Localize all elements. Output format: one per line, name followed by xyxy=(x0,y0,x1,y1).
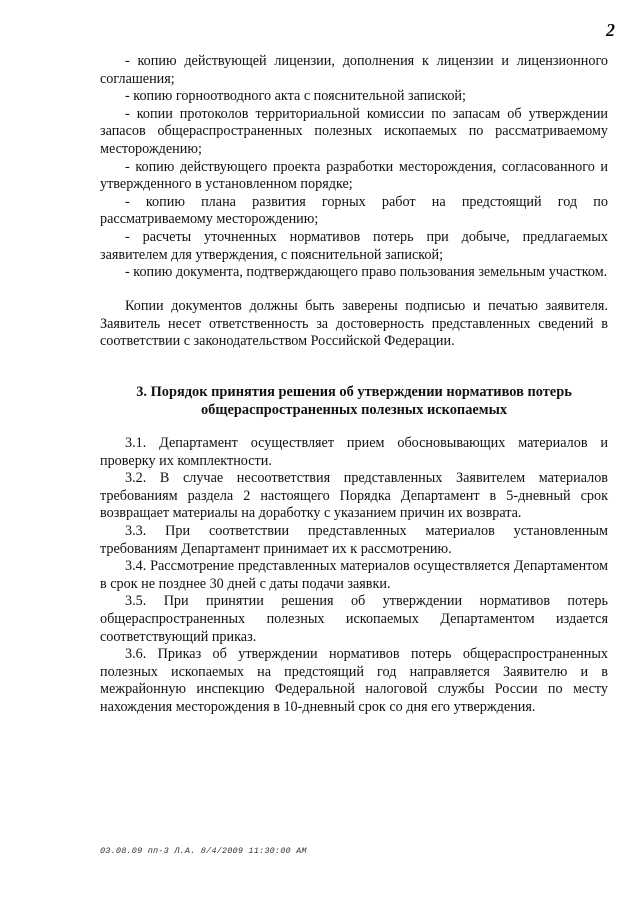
section-paragraph: 3.5. При принятии решения об утверждении нормативов потерь общераспространенных полезных ископаемых Департаментом издается соответствующий приказ. xyxy=(100,593,608,645)
section-paragraph: 3.4. Рассмотрение представленных материалов осуществляется Департаментом в срок не позднее 30 дней с даты подачи заявки. xyxy=(100,558,608,592)
list-item: - копию горноотводного акта с пояснительной запиской; xyxy=(125,88,466,105)
document-footer: 03.08.09 пп-3 Л.А. 8/4/2009 11:30:00 AM xyxy=(100,846,307,856)
section-heading-line: 3. Порядок принятия решения об утверждении нормативов потерь xyxy=(136,384,572,400)
section-heading xyxy=(100,384,608,419)
list-item: - копию документа, подтверждающего право пользования земельным участком. xyxy=(125,264,608,281)
section-paragraph: 3.2. В случае несоответствия представленных Заявителем материалов требованиям раздела 2 настоящего Порядка Департамент в 5-дневный срок возвращает материалы на доработку с указанием причин их возврата. xyxy=(100,470,608,522)
page-number: 2 xyxy=(606,20,615,40)
document-list xyxy=(100,53,608,282)
list-item: - расчеты уточненных нормативов потерь при добыче, предлагаемых заявителем для утверждения, с пояснительной запиской; xyxy=(100,228,608,263)
section-heading-line: общераспространенных полезных ископаемых xyxy=(200,401,508,418)
list-item: - копию действующей лицензии, дополнения к лицензии и лицензионного соглашения; xyxy=(100,53,608,87)
section-paragraph: 3.1. Департамент осуществляет прием обосновывающих материалов и проверку их комплектности. xyxy=(100,435,608,469)
closing-paragraph: Копии документов должны быть заверены подписью и печатью заявителя. Заявитель несет ответственность за достоверность представленных сведений в соответствии с законодательством Российской Федерации. xyxy=(100,298,608,350)
list-item: - копию плана развития горных работ на предстоящий год по рассматриваемому месторождению; xyxy=(100,193,608,228)
list-item: - копию действующего проекта разработки месторождения, согласованного и утвержденного в установленном порядке; xyxy=(100,158,608,193)
section-paragraph: 3.6. Приказ об утверждении нормативов потерь общераспространенных полезных ископаемых на предстоящий год направляется Заявителю и в межрайонную инспекцию Федеральной налоговой службы России по месту нахождения месторождения в 10-дневный срок со дня его утверждения. xyxy=(100,646,608,715)
closing-section xyxy=(100,298,608,351)
list-item: - копии протоколов территориальной комиссии по запасам об утверждении запасов общераспространенных полезных ископаемых по рассматриваемому месторождению; xyxy=(100,105,608,157)
section-body xyxy=(100,435,608,717)
section-paragraph: 3.3. При соответствии представленных материалов установленным требованиям Департамент принимает их к рассмотрению. xyxy=(100,522,608,557)
